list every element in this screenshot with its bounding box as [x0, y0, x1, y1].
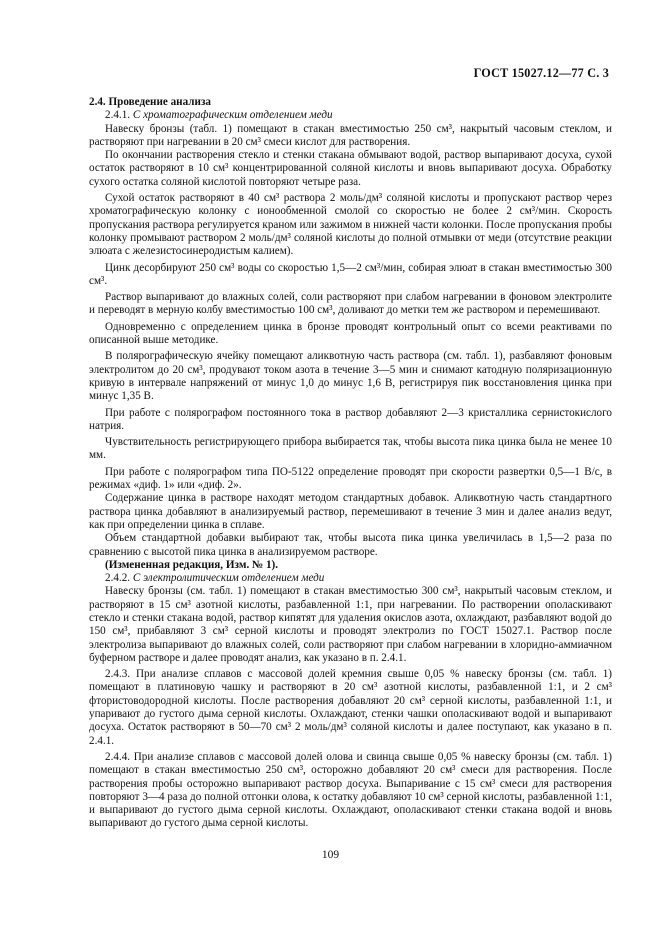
paragraph: В полярографическую ячейку помещают аликвотную часть раствора (см. табл. 1), разбавляют фоновым электролитом до 20 см³, продувают током азота в течение 3—5 мин и снимают катодную поляризационную кривую в интервале напряжений от минус 1,0 до минус 1,6 В, регистрируя пик восстановления цинка при минус 1,35 В.: [89, 350, 612, 403]
paragraph: Объем стандартной добавки выбирают так, чтобы высота пика цинка увеличилась в 1,5—2 раза по сравнению с высотой пика цинка в анализируемом растворе.: [89, 532, 612, 558]
subsection-title: С электролитическим отделением меди: [132, 572, 325, 585]
paragraph: При работе с полярографом постоянного тока в раствор добавляют 2—3 кристаллика сернистокислого натрия.: [89, 406, 612, 432]
paragraph: Навеску бронзы (см. табл. 1) помещают в стакан вместимостью 300 см³, накрытый часовым стеклом, и растворяют в 15 см³ азотной кислоты, разбавленной 1:1, при нагревании. По растворении ополаскивают стекло и стенки стакана водой, раствор кипятят для удаления окислов азота, охлаждают, разбавляют водой до 150 см³, прибавляют 3 см³ серной кислоты и проводят электролиз по ГОСТ 15027.1. Раствор после электролиза выпаривают до влажных солей, соли растворяют при слабом нагревании в хлоридно-аммиачном буферном растворе и далее проводят анализ, как указано в п. 2.4.1.: [89, 585, 612, 664]
paragraph: При работе с полярографом типа ПО-5122 определение проводят при скорости развертки 0,5—1 В/с, в режимах «диф. 1» или «диф. 2».: [89, 465, 612, 492]
page-number: 109: [321, 849, 340, 861]
section-heading-2-4: 2.4. Проведение анализа: [89, 96, 211, 108]
paragraph: Навеску бронзы (табл. 1) помещают в стакан вместимостью 250 см³, накрытый часовым стеклом, и растворяют при нагревании в 20 см³ смеси кислот для растворения.: [89, 122, 612, 148]
subsection-title: С хроматографическим отделением меди: [132, 109, 333, 122]
document-header: ГОСТ 15027.12—77 С. 3: [473, 66, 609, 80]
paragraph: Раствор выпаривают до влажных солей, соли растворяют при слабом нагревании в фоновом электролите и переводят в мерную колбу вместимостью 100 см³, доливают до метки тем же раствором и перемешивают.: [89, 291, 612, 317]
subsection-heading-2-4-2: [89, 572, 612, 585]
document-body: [89, 96, 612, 831]
paragraph: Чувствительность регистрирующего прибора выбирается так, чтобы высота пика цинка была не менее 10 мм.: [89, 436, 612, 462]
paragraph: Одновременно с определением цинка в бронзе проводят контрольный опыт со всеми реактивами по описанной выше методике.: [89, 320, 612, 347]
subsection-number: 2.4.1.: [105, 109, 131, 122]
amendment-note: (Измененная редакция, Изм. № 1).: [105, 558, 279, 571]
paragraph: Цинк десорбируют 250 см³ воды со скоростью 1,5—2 см³/мин, собирая элюат в стакан вместимостью 300 см³.: [89, 261, 612, 287]
paragraph: Сухой остаток растворяют в 40 см³ раствора 2 моль/дм³ соляной кислоты и пропускают раствор через хроматографическую колонку с ионообменной смолой со скоростью не более 2 см³/мин. Скорость пропускания раствора регулируется краном или зажимом в нижней части колонки. После пропускания пробы колонку промывают раствором 2 моль/дм³ соляной кислоты до полной отмывки от меди (отсутствие реакции элюата с железистосинеродистым калием).: [89, 192, 612, 258]
paragraph-2-4-3: 2.4.3. При анализе сплавов с массовой долей кремния свыше 0,05 % навеску бронзы (см. табл. 1) помещают в платиновую чашку и растворяют в 20 см³ азотной кислоты, разбавленной 1:1, и 2 см³ фтористоводородной кислоты. После растворения добавляют 20 см³ серной кислоты, разбавленной 1:1, и упаривают до густого дыма серной кислоты. Охлаждают, стенки чашки ополаскивают водой и выпаривают досуха. Остаток растворяют в 50—70 см³ 2 моль/дм³ соляной кислоты и далее поступают, как указано в п. 2.4.1.: [89, 668, 612, 747]
paragraph: Содержание цинка в растворе находят методом стандартных добавок. Аликвотную часть стандартного раствора цинка добавляют в анализируемый раствор, перемешивают в течение 3 мин и далее анализ ведут, как при определении цинка в сплаве.: [89, 492, 612, 531]
paragraph: По окончании растворения стекло и стенки стакана обмывают водой, раствор выпаривают досуха, сухой остаток растворяют в 10 см³ концентрированной соляной кислоты и вновь выпаривают досуха. Обработку сухого остатка соляной кислотой повторяют четыре раза.: [89, 149, 612, 188]
subsection-heading-2-4-1: [89, 109, 612, 122]
paragraph-2-4-4: 2.4.4. При анализе сплавов с массовой долей олова и свинца свыше 0,05 % навеску бронзы (см. табл. 1) помещают в стакан вместимостью 250 см³, осторожно добавляют 20 см³ смеси для растворения. После растворения пробы осторожно выпаривают раствор досуха. Выпаривание с 15 см³ смеси для растворения повторяют 3—4 раза до полной отгонки олова, к остатку добавляют 10 см³ серной кислоты, разбавленной 1:1, и выпаривают до густого дыма серной кислоты. Охлаждают, ополаскивают стенки стакана водой и вновь выпаривают до густого дыма серной кислоты.: [89, 750, 612, 830]
subsection-number: 2.4.2.: [105, 572, 131, 585]
